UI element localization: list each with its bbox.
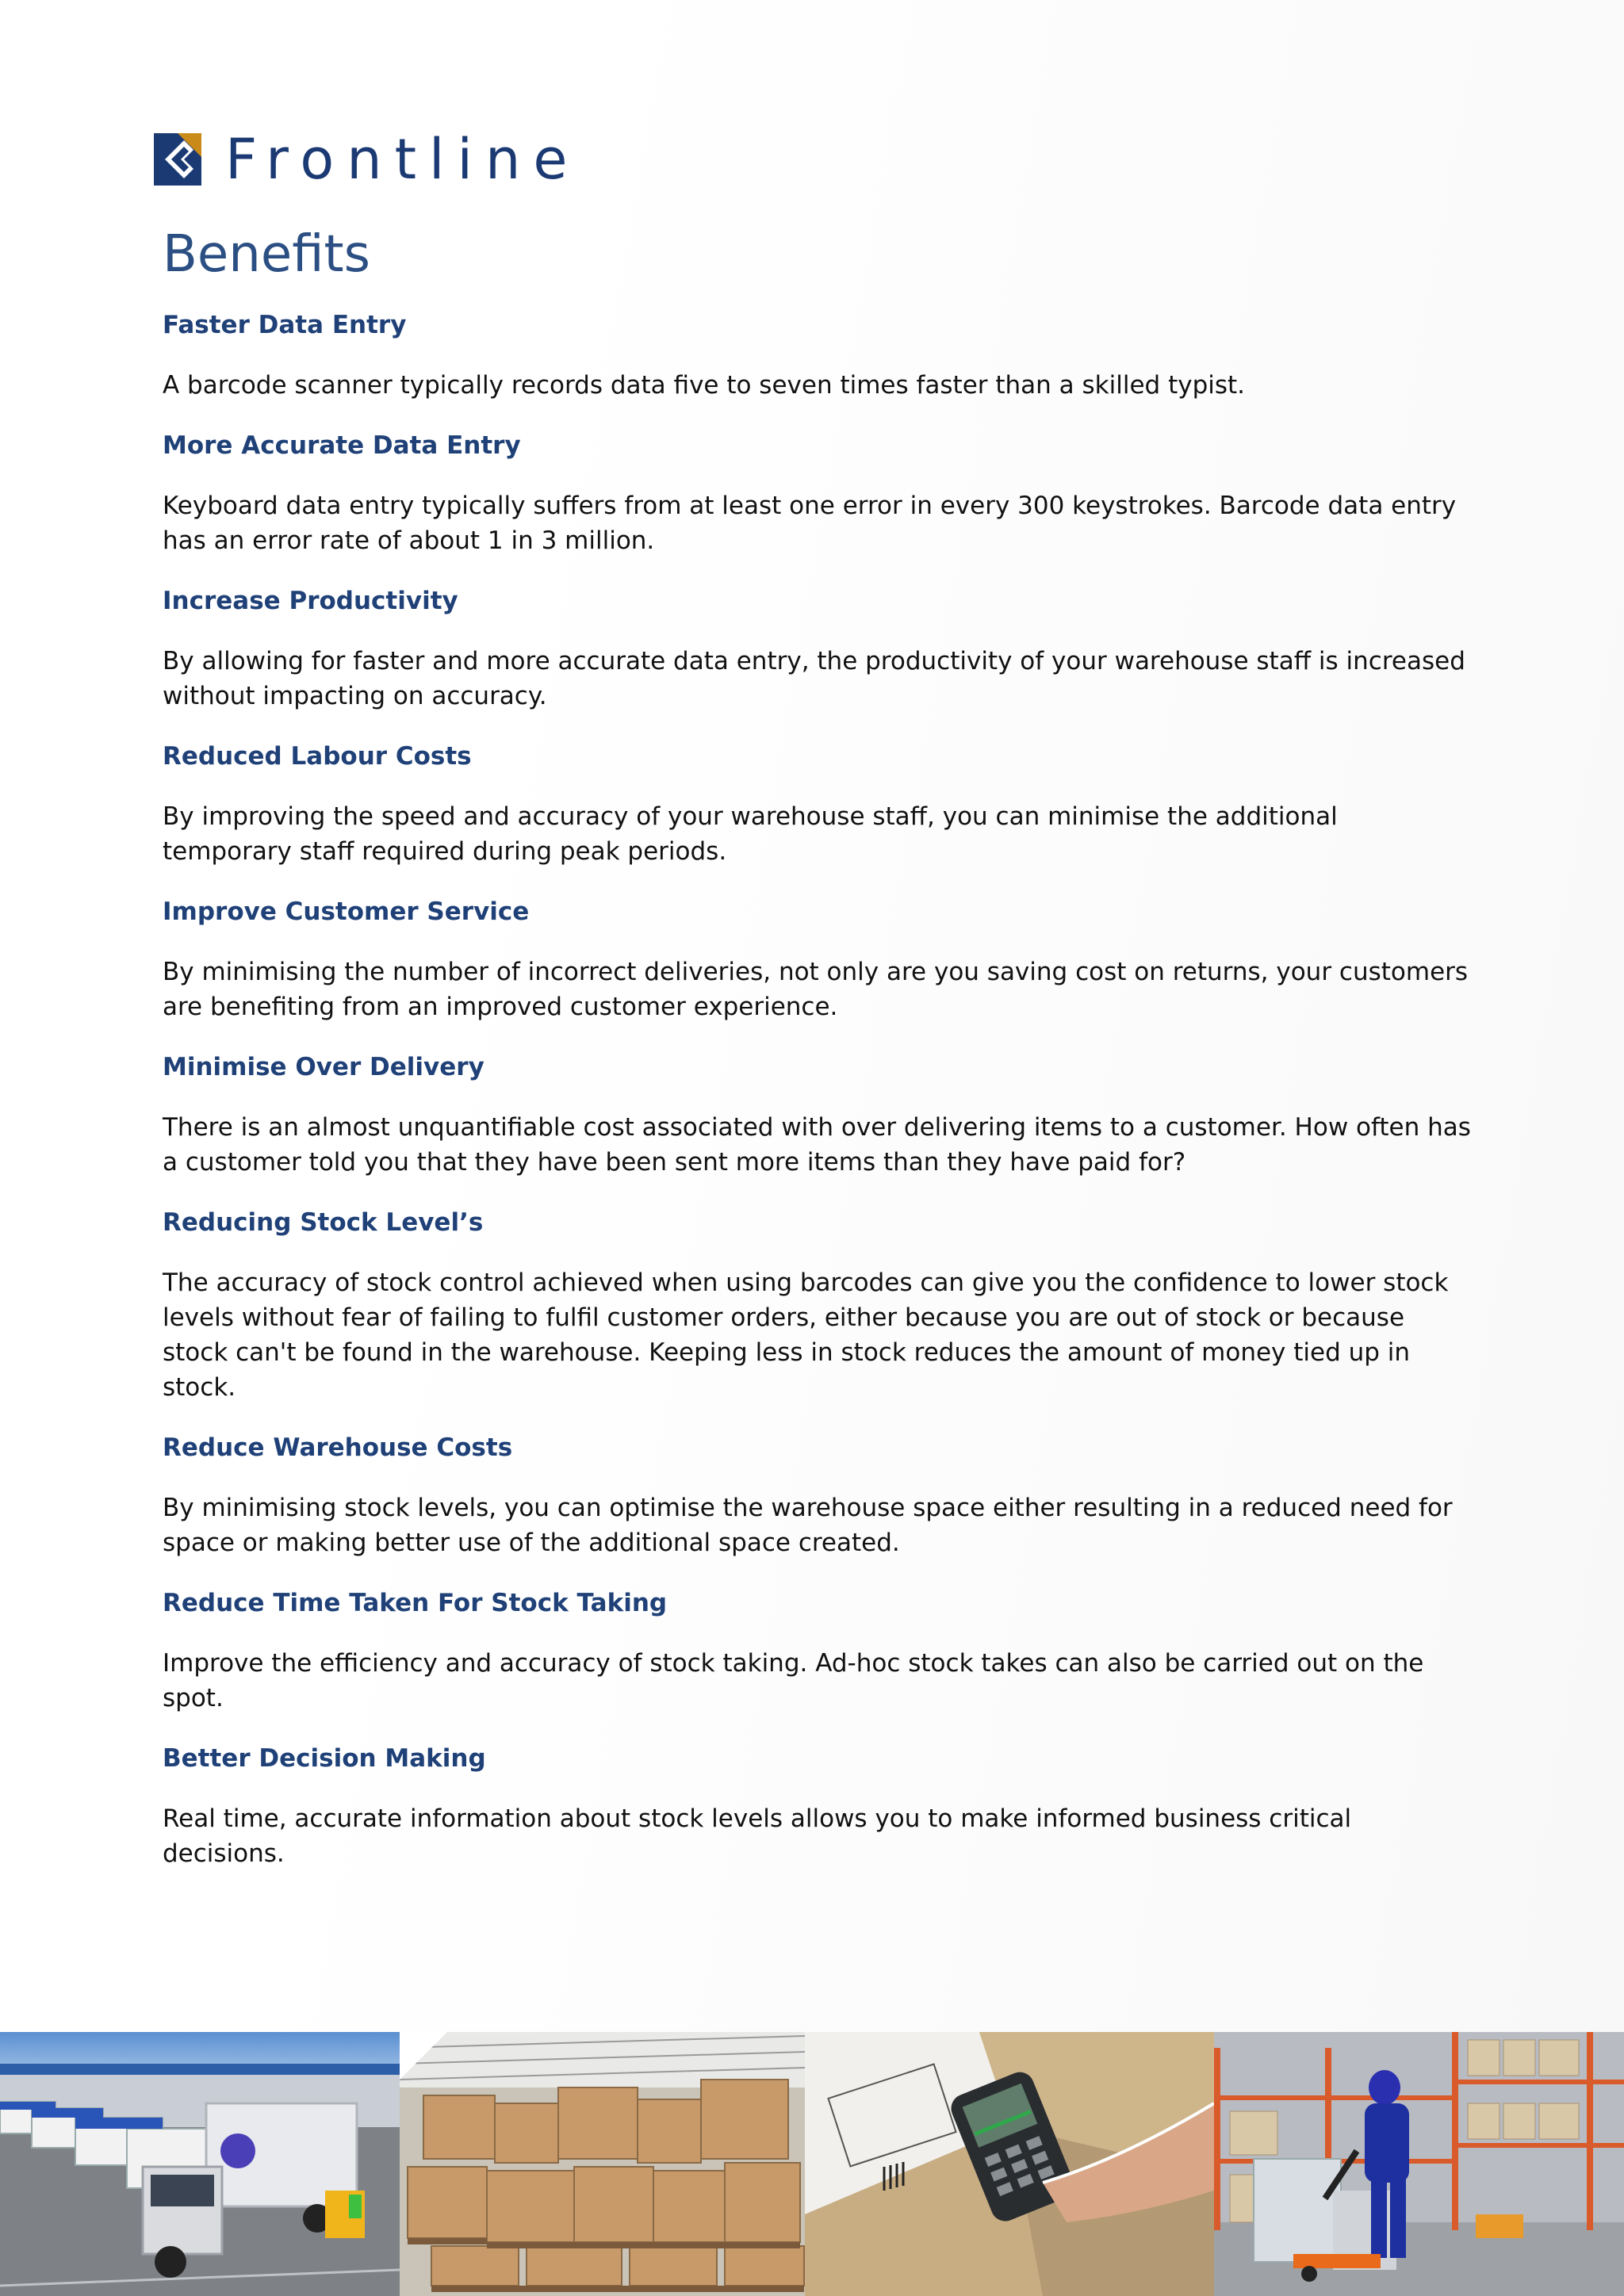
photo-strip: [0, 2032, 1624, 2296]
page-title: Benefits: [163, 225, 370, 284]
benefit-more-accurate-data-entry: [163, 430, 1471, 558]
benefit-heading: Minimise Over Delivery: [163, 1053, 485, 1081]
benefit-body: Keyboard data entry typically suffers from at least one error in every 300 keystrokes. Barcode data entry has an error rate of about 1 in 3 million.: [163, 492, 1457, 555]
benefit-increase-productivity: [163, 585, 1471, 714]
barcode-scanner-photo: [805, 2032, 1214, 2296]
benefit-body: The accuracy of stock control achieved when using barcodes can give you the confidence to lower stock levels without fear of failing to fulfil customer orders, either because you are out of stock or because stock can't be found in the warehouse. Keeping less in stock reduces the amount of money tied up in stock.: [163, 1269, 1449, 1402]
benefit-reducing-stock-levels: [163, 1207, 1471, 1405]
benefit-improve-customer-service: [163, 896, 1471, 1024]
warehouse-boxes-photo: [400, 2032, 805, 2296]
benefit-body: A barcode scanner typically records data five to seven times faster than a skilled typist.: [163, 371, 1246, 400]
benefit-faster-data-entry: [163, 309, 1471, 403]
frontline-logo: [154, 127, 580, 192]
benefit-minimise-over-delivery: [163, 1051, 1471, 1180]
benefit-better-decision-making: [163, 1743, 1471, 1871]
benefit-heading: Reduce Warehouse Costs: [163, 1433, 513, 1462]
benefit-body: By minimising the number of incorrect deliveries, not only are you saving cost on returns, your customers are benefiting from an improved customer experience.: [163, 958, 1469, 1021]
benefit-body: Improve the efficiency and accuracy of stock taking. Ad-hoc stock takes can also be carried out on the spot.: [163, 1649, 1424, 1712]
benefit-heading: Faster Data Entry: [163, 311, 407, 339]
delivery-trucks-photo: [0, 2032, 400, 2296]
frontline-logo-mark-icon: [154, 133, 201, 186]
benefit-body: By improving the speed and accuracy of your warehouse staff, you can minimise the additional temporary staff required during peak periods.: [163, 802, 1338, 866]
benefit-heading: More Accurate Data Entry: [163, 431, 521, 460]
benefit-heading: Increase Productivity: [163, 587, 458, 615]
benefit-heading: Improve Customer Service: [163, 897, 530, 926]
benefits-content: [163, 224, 1471, 1898]
benefit-reduce-time-stock-taking: [163, 1587, 1471, 1716]
benefit-reduce-warehouse-costs: [163, 1432, 1471, 1560]
benefit-heading: Better Decision Making: [163, 1744, 486, 1773]
benefit-body: By allowing for faster and more accurate data entry, the productivity of your warehouse staff is increased without impacting on accuracy.: [163, 647, 1465, 710]
benefit-body: There is an almost unquantifiable cost associated with over delivering items to a customer. How often has a customer told you that they have been sent more items than they have paid for?: [163, 1113, 1471, 1177]
benefit-body: By minimising stock levels, you can optimise the warehouse space either resulting in a reduced need for space or making better use of the additional space created.: [163, 1494, 1453, 1557]
benefit-reduced-labour-costs: [163, 740, 1471, 869]
brand-name: Frontline: [225, 127, 580, 192]
benefit-heading: Reduce Time Taken For Stock Taking: [163, 1589, 668, 1617]
benefit-heading: Reducing Stock Level’s: [163, 1208, 484, 1237]
pallet-truck-worker-photo: [1214, 2032, 1624, 2296]
benefit-body: Real time, accurate information about stock levels allows you to make informed business critical decisions.: [163, 1804, 1352, 1868]
benefit-heading: Reduced Labour Costs: [163, 742, 472, 771]
